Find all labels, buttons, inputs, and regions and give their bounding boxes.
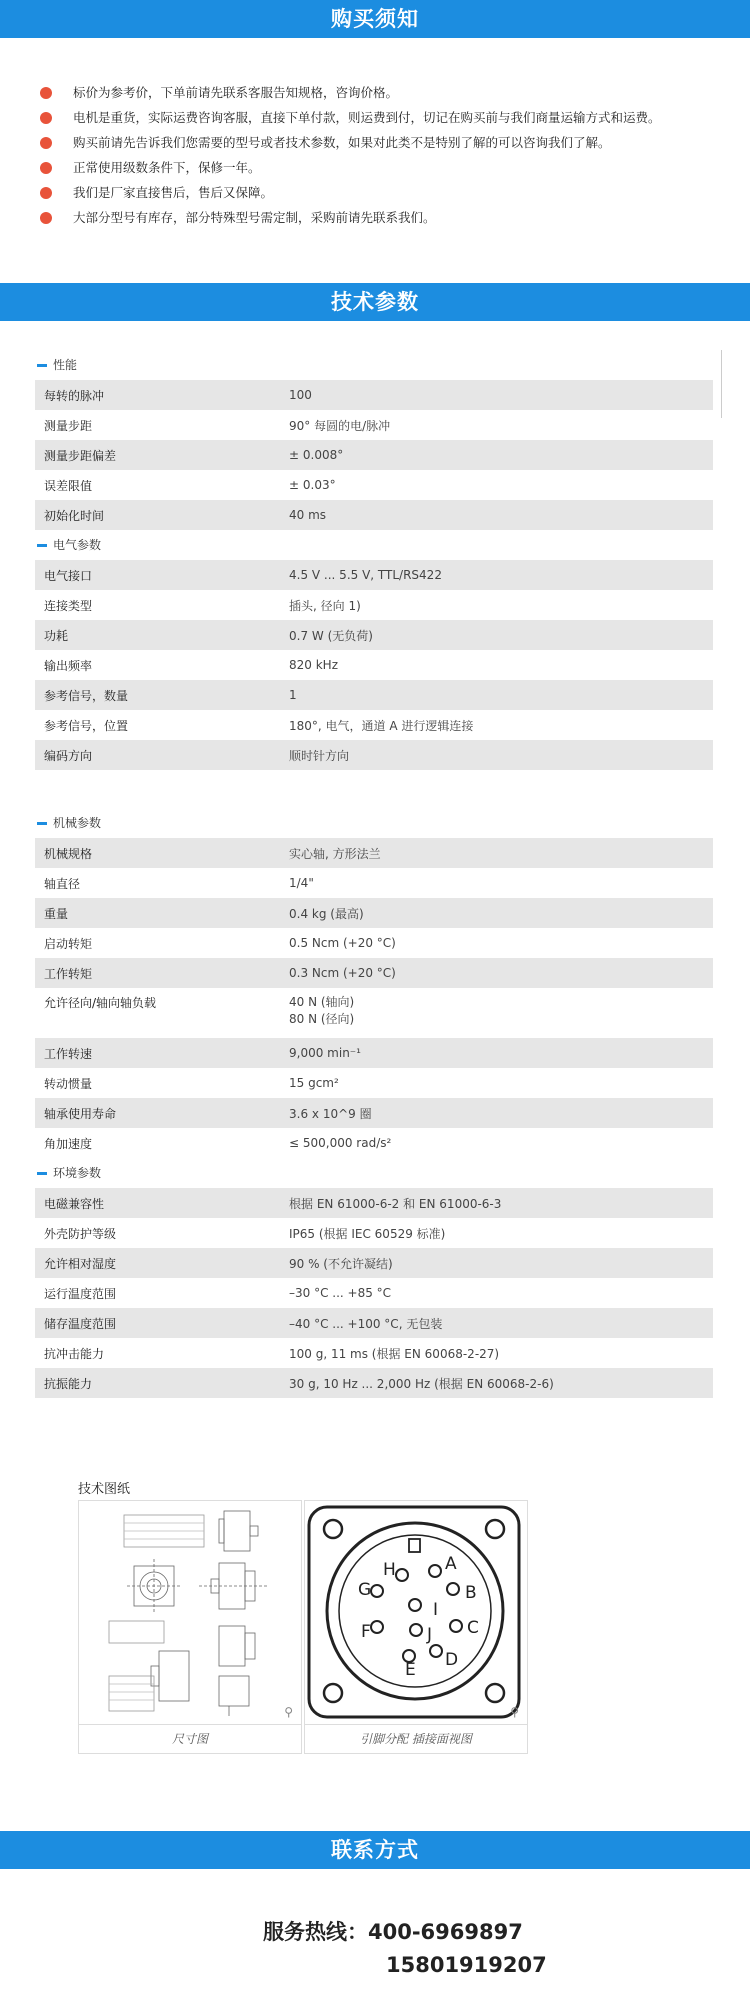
spec-row — [35, 928, 713, 958]
spec-group — [35, 808, 713, 1158]
spec-row — [35, 740, 713, 770]
bullet-dot-icon — [40, 137, 52, 149]
notice-text: 我们是厂家直接售后，售后又保障。 — [73, 185, 274, 200]
spec-group-title — [35, 350, 713, 380]
spec-table — [35, 350, 713, 1398]
section-marker-icon — [37, 364, 47, 367]
spec-key: 初始化时间 — [44, 508, 105, 523]
spec-row — [35, 1248, 713, 1278]
hotline-phone-1[interactable]: 400-6969897 — [368, 1920, 523, 1944]
spec-value: –30 °C ... +85 °C — [289, 1286, 392, 1300]
spec-key: 机械规格 — [44, 846, 93, 861]
spec-key: 储存温度范围 — [44, 1316, 117, 1331]
spec-value: ± 0.03° — [289, 478, 336, 492]
pin-label-e: E — [405, 1660, 416, 1680]
spec-key: 误差限值 — [44, 478, 93, 493]
pin-b — [447, 1583, 459, 1595]
spec-key: 允许相对湿度 — [44, 1256, 117, 1271]
pin-label-f: F — [361, 1622, 371, 1642]
spec-value: 根据 EN 61000-6-2 和 EN 61000-6-3 — [289, 1196, 502, 1211]
notice-item — [40, 107, 740, 132]
spec-row — [35, 500, 713, 530]
spec-row — [35, 1098, 713, 1128]
spec-value: 30 g, 10 Hz ... 2,000 Hz (根据 EN 60068-2-6) — [289, 1376, 554, 1391]
bullet-dot-icon — [40, 112, 52, 124]
section-marker-icon — [37, 1172, 47, 1175]
dimension-drawing-caption: 尺寸图 — [79, 1724, 301, 1753]
bullet-dot-icon — [40, 162, 52, 174]
spec-value: 0.4 kg (最高) — [289, 906, 364, 921]
spec-group — [35, 1158, 713, 1398]
pin-label-c: C — [467, 1618, 479, 1638]
spec-row — [35, 680, 713, 710]
spec-value — [289, 994, 713, 1028]
spec-value: 9,000 min⁻¹ — [289, 1046, 361, 1060]
spec-group — [35, 530, 713, 770]
hotline — [263, 1916, 523, 1946]
spec-key: 输出频率 — [44, 658, 93, 673]
spec-row — [35, 1188, 713, 1218]
bullet-dot-icon — [40, 212, 52, 224]
spec-key: 测量步距偏差 — [44, 448, 117, 463]
zoom-icon[interactable]: ⚲ — [284, 1705, 293, 1719]
pin-assignment-card[interactable] — [304, 1500, 528, 1754]
spec-row — [35, 1068, 713, 1098]
notice-item — [40, 207, 740, 232]
spec-value: IP65 (根据 IEC 60529 标准) — [289, 1226, 446, 1241]
spec-key: 重量 — [44, 906, 69, 921]
bullet-dot-icon — [40, 87, 52, 99]
spec-row — [35, 1308, 713, 1338]
spec-row — [35, 440, 713, 470]
drawings-title: 技术图纸 — [78, 1482, 131, 1497]
spec-value: 1 — [289, 688, 297, 702]
spec-key: 角加速度 — [44, 1136, 93, 1151]
pin-label-b: B — [465, 1583, 477, 1603]
pin-d — [430, 1645, 442, 1657]
spec-value: 4.5 V ... 5.5 V, TTL/RS422 — [289, 568, 442, 582]
spec-row — [35, 650, 713, 680]
section-banner-contact: 联系方式 — [0, 1831, 750, 1869]
spec-row — [35, 620, 713, 650]
pin-assignment-caption: 引脚分配 插接面视图 — [305, 1724, 527, 1753]
bullet-dot-icon — [40, 187, 52, 199]
spec-key: 测量步距 — [44, 418, 93, 433]
section-marker-icon — [37, 544, 47, 547]
spec-value: 3.6 x 10^9 圈 — [289, 1106, 372, 1121]
notice-text: 标价为参考价，下单前请先联系客服告知规格，咨询价格。 — [73, 85, 399, 100]
hotline-label: 服务热线： — [263, 1920, 368, 1944]
spec-row — [35, 988, 713, 1038]
spec-value: 180°, 电气，通道 A 进行逻辑连接 — [289, 718, 474, 733]
spec-key: 启动转矩 — [44, 936, 93, 951]
pin-i — [409, 1599, 421, 1611]
pin-g — [371, 1585, 383, 1597]
spec-row — [35, 380, 713, 410]
spec-row — [35, 1278, 713, 1308]
spec-value: 0.3 Ncm (+20 °C) — [289, 966, 396, 980]
spec-key: 功耗 — [44, 628, 69, 643]
pin-f — [371, 1621, 383, 1633]
spec-key: 编码方向 — [44, 748, 93, 763]
spec-row — [35, 1338, 713, 1368]
spec-value: 插头, 径向 1) — [289, 598, 361, 613]
pin-j — [410, 1624, 422, 1636]
spec-row — [35, 868, 713, 898]
spec-key: 参考信号，数量 — [44, 688, 129, 703]
spec-key: 轴直径 — [44, 876, 81, 891]
spec-value: 40 ms — [289, 508, 327, 522]
spec-value-line: 40 N (轴向) — [289, 995, 355, 1009]
spec-value: 15 gcm² — [289, 1076, 339, 1090]
spec-row — [35, 410, 713, 440]
dimension-drawing — [79, 1501, 301, 1723]
spec-group-title-text: 性能 — [53, 358, 78, 372]
section-banner-purchase-notice: 购买须知 — [0, 0, 750, 38]
spec-group-title — [35, 808, 713, 838]
spec-key: 外壳防护等级 — [44, 1226, 117, 1241]
spec-key: 允许径向/轴向轴负载 — [44, 996, 157, 1010]
notice-text: 大部分型号有库存，部分特殊型号需定制，采购前请先联系我们。 — [73, 210, 436, 225]
spec-value: 100 g, 11 ms (根据 EN 60068-2-27) — [289, 1346, 500, 1361]
spec-row — [35, 898, 713, 928]
spec-group-title-text: 机械参数 — [53, 816, 102, 830]
spec-row — [35, 838, 713, 868]
spec-value-line: 80 N (径向) — [289, 1012, 355, 1026]
spec-value: 90 % (不允许凝结) — [289, 1256, 393, 1271]
notice-list — [40, 82, 740, 232]
spec-group-title — [35, 530, 713, 560]
spec-value: 100 — [289, 388, 312, 402]
spec-key: 运行温度范围 — [44, 1286, 117, 1301]
spec-group — [35, 350, 713, 530]
spec-group-title-text: 电气参数 — [53, 538, 102, 552]
notice-item — [40, 132, 740, 157]
pin-label-h: H — [383, 1560, 396, 1580]
notice-item — [40, 157, 740, 182]
spec-key: 工作转矩 — [44, 966, 93, 981]
pin-label-j: J — [427, 1625, 433, 1645]
spec-key: 电气接口 — [44, 568, 93, 583]
pin-assignment-drawing — [305, 1501, 527, 1723]
spec-key: 轴承使用寿命 — [44, 1106, 117, 1121]
notice-text: 电机是重货，实际运费咨询客服，直接下单付款，则运费到付，切记在购买前与我们商量运输方式和运费。 — [73, 110, 661, 125]
notice-text: 购买前请先告诉我们您需要的型号或者技术参数，如果对此类不是特别了解的可以咨询我们了解。 — [73, 135, 611, 150]
dimension-drawing-card[interactable] — [78, 1500, 302, 1754]
spec-key: 参考信号，位置 — [44, 718, 129, 733]
spec-group-title — [35, 1158, 713, 1188]
spec-key: 电磁兼容性 — [44, 1196, 105, 1211]
hotline-phone-2[interactable]: 15801919207 — [386, 1953, 547, 1977]
spec-value: ± 0.008° — [289, 448, 344, 462]
spec-key: 每转的脉冲 — [44, 388, 105, 403]
pin-label-i: I — [433, 1600, 439, 1620]
notice-text: 正常使用级数条件下，保修一年。 — [73, 160, 261, 175]
spec-group-title-text: 环境参数 — [53, 1166, 102, 1180]
spec-key: 抗冲击能力 — [44, 1346, 105, 1361]
pin-h — [396, 1569, 408, 1581]
notice-item — [40, 82, 740, 107]
spec-key: 转动惯量 — [44, 1076, 93, 1091]
spec-row — [35, 560, 713, 590]
spec-value: 实心轴, 方形法兰 — [289, 846, 381, 861]
divider — [721, 350, 722, 418]
pin-a — [429, 1565, 441, 1577]
pin-label-g: G — [358, 1580, 372, 1600]
section-banner-tech-params: 技术参数 — [0, 283, 750, 321]
spec-value: 820 kHz — [289, 658, 338, 672]
section-marker-icon — [37, 822, 47, 825]
spec-row — [35, 710, 713, 740]
spec-row — [35, 958, 713, 988]
spec-row — [35, 1218, 713, 1248]
spec-key: 工作转速 — [44, 1046, 93, 1061]
spec-row — [35, 1128, 713, 1158]
spec-row — [35, 1038, 713, 1068]
spec-value: 90° 每圆的电/脉冲 — [289, 418, 391, 433]
spec-value: 1/4" — [289, 876, 314, 890]
spec-value: 0.5 Ncm (+20 °C) — [289, 936, 396, 950]
spec-row — [35, 470, 713, 500]
pin-label-d: D — [445, 1650, 459, 1670]
spec-value: –40 °C ... +100 °C, 无包装 — [289, 1316, 443, 1331]
spec-value: ≤ 500,000 rad/s² — [289, 1136, 392, 1150]
pin-label-a: A — [445, 1554, 457, 1574]
spec-row — [35, 1368, 713, 1398]
spec-row — [35, 590, 713, 620]
pin-c — [450, 1620, 462, 1632]
spec-key: 连接类型 — [44, 598, 93, 613]
zoom-icon[interactable]: ⚲ — [510, 1705, 519, 1719]
spec-value: 0.7 W (无负荷) — [289, 628, 373, 643]
spec-value: 顺时针方向 — [289, 748, 350, 763]
spec-key: 抗振能力 — [44, 1376, 93, 1391]
notice-item — [40, 182, 740, 207]
